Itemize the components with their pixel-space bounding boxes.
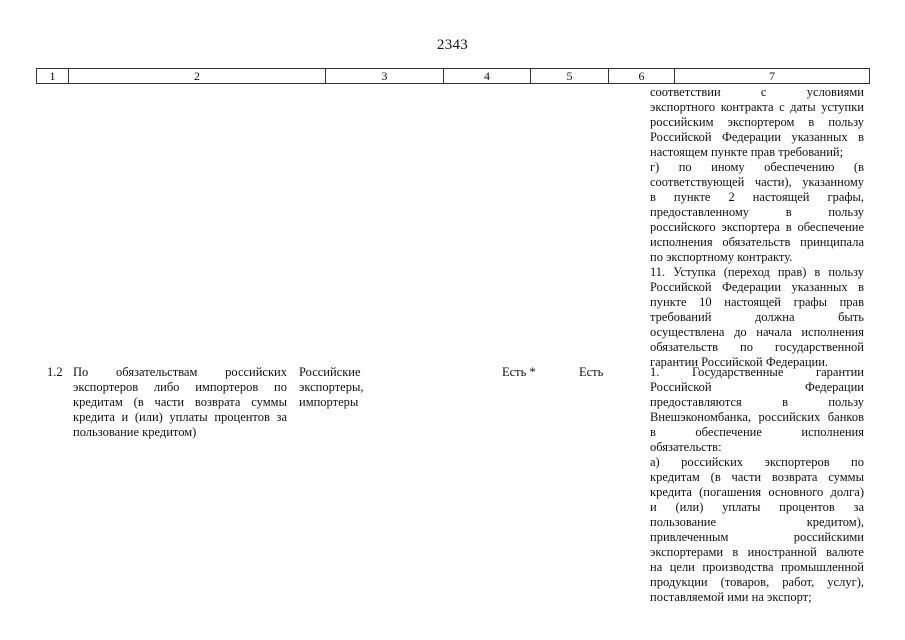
column-header-5: 5 xyxy=(530,69,608,83)
text-line: в пункте 2 настоящей графы, xyxy=(650,190,864,204)
text-line: по экспортному контракту. xyxy=(650,250,793,264)
text-line: По обязательствам российских xyxy=(73,365,287,379)
text-line: привлеченным российскими xyxy=(650,530,864,544)
column-header-7: 7 xyxy=(674,69,870,83)
column-header-row xyxy=(36,68,870,84)
row-number: 1.2 xyxy=(47,365,63,379)
text-line: на цели производства промышленной xyxy=(650,560,864,574)
text-line: российского экспортера в обеспечение xyxy=(650,220,864,234)
text-line: пользование кредитом) xyxy=(73,425,197,439)
text-line: предоставленному в пользу xyxy=(650,205,864,219)
text-line: в обеспечение исполнения xyxy=(650,425,864,439)
text-line: соответствующей части), указанному xyxy=(650,175,864,189)
text-line: Российской Федерации указанных в xyxy=(650,130,864,144)
text-line: экспортерами в иностранной валюте xyxy=(650,545,864,559)
text-line: кредита и (или) уплаты процентов за xyxy=(73,410,287,424)
text-line: кредитам (в части возврата суммы xyxy=(650,470,864,484)
text-line: кредитам (в части возврата суммы xyxy=(73,395,287,409)
text-line: Российской Федерации указанных в xyxy=(650,280,864,294)
text-line: а) российских экспортеров по xyxy=(650,455,864,469)
text-line: и (или) уплаты процентов за xyxy=(650,500,864,514)
text-line: импортеры xyxy=(299,395,359,409)
page-number: 2343 xyxy=(436,37,469,53)
text-line: кредита (погашения основного долга) xyxy=(650,485,864,499)
column-header-6: 6 xyxy=(608,69,674,83)
text-line: продукции (товаров, работ, услуг), xyxy=(650,575,864,589)
col5-value: Есть * xyxy=(502,365,536,379)
text-line: г) по иному обеспечению (в xyxy=(650,160,864,174)
text-line: 1. Государственные гарантии xyxy=(650,365,864,379)
text-line: российским экспортером в пользу xyxy=(650,115,864,129)
text-line: Российской Федерации xyxy=(650,380,864,394)
text-line: предоставляются в пользу xyxy=(650,395,864,409)
text-line: осуществлена до начала исполнения xyxy=(650,325,864,339)
column-header-4: 4 xyxy=(443,69,530,83)
text-line: требований должна быть xyxy=(650,310,864,324)
column-header-2: 2 xyxy=(68,69,325,83)
text-line: пользование кредитом), xyxy=(650,515,864,529)
text-line: соответствии с условиями xyxy=(650,85,864,99)
text-line: экспортного контракта с даты уступки xyxy=(650,100,864,114)
text-line: Российские xyxy=(299,365,361,379)
text-line: обязательств по государственной xyxy=(650,340,864,354)
text-line: экспортеров либо импортеров по xyxy=(73,380,287,394)
text-line: 11. Уступка (переход прав) в пользу xyxy=(650,265,864,279)
text-line: пункте 10 настоящей графы прав xyxy=(650,295,864,309)
col6-value: Есть xyxy=(579,365,604,379)
column-header-3: 3 xyxy=(325,69,443,83)
text-line: Внешэкономбанка, российских банков xyxy=(650,410,864,424)
text-line: гарантии Российской Федерации. xyxy=(650,355,829,369)
text-line: экспортеры, xyxy=(299,380,364,394)
text-line: настоящем пункте прав требований; xyxy=(650,145,844,159)
text-line: поставляемой ими на экспорт; xyxy=(650,590,812,604)
text-line: обязательств: xyxy=(650,440,722,454)
column-header-1: 1 xyxy=(36,69,68,83)
text-line: исполнения обязательств принципала xyxy=(650,235,864,249)
